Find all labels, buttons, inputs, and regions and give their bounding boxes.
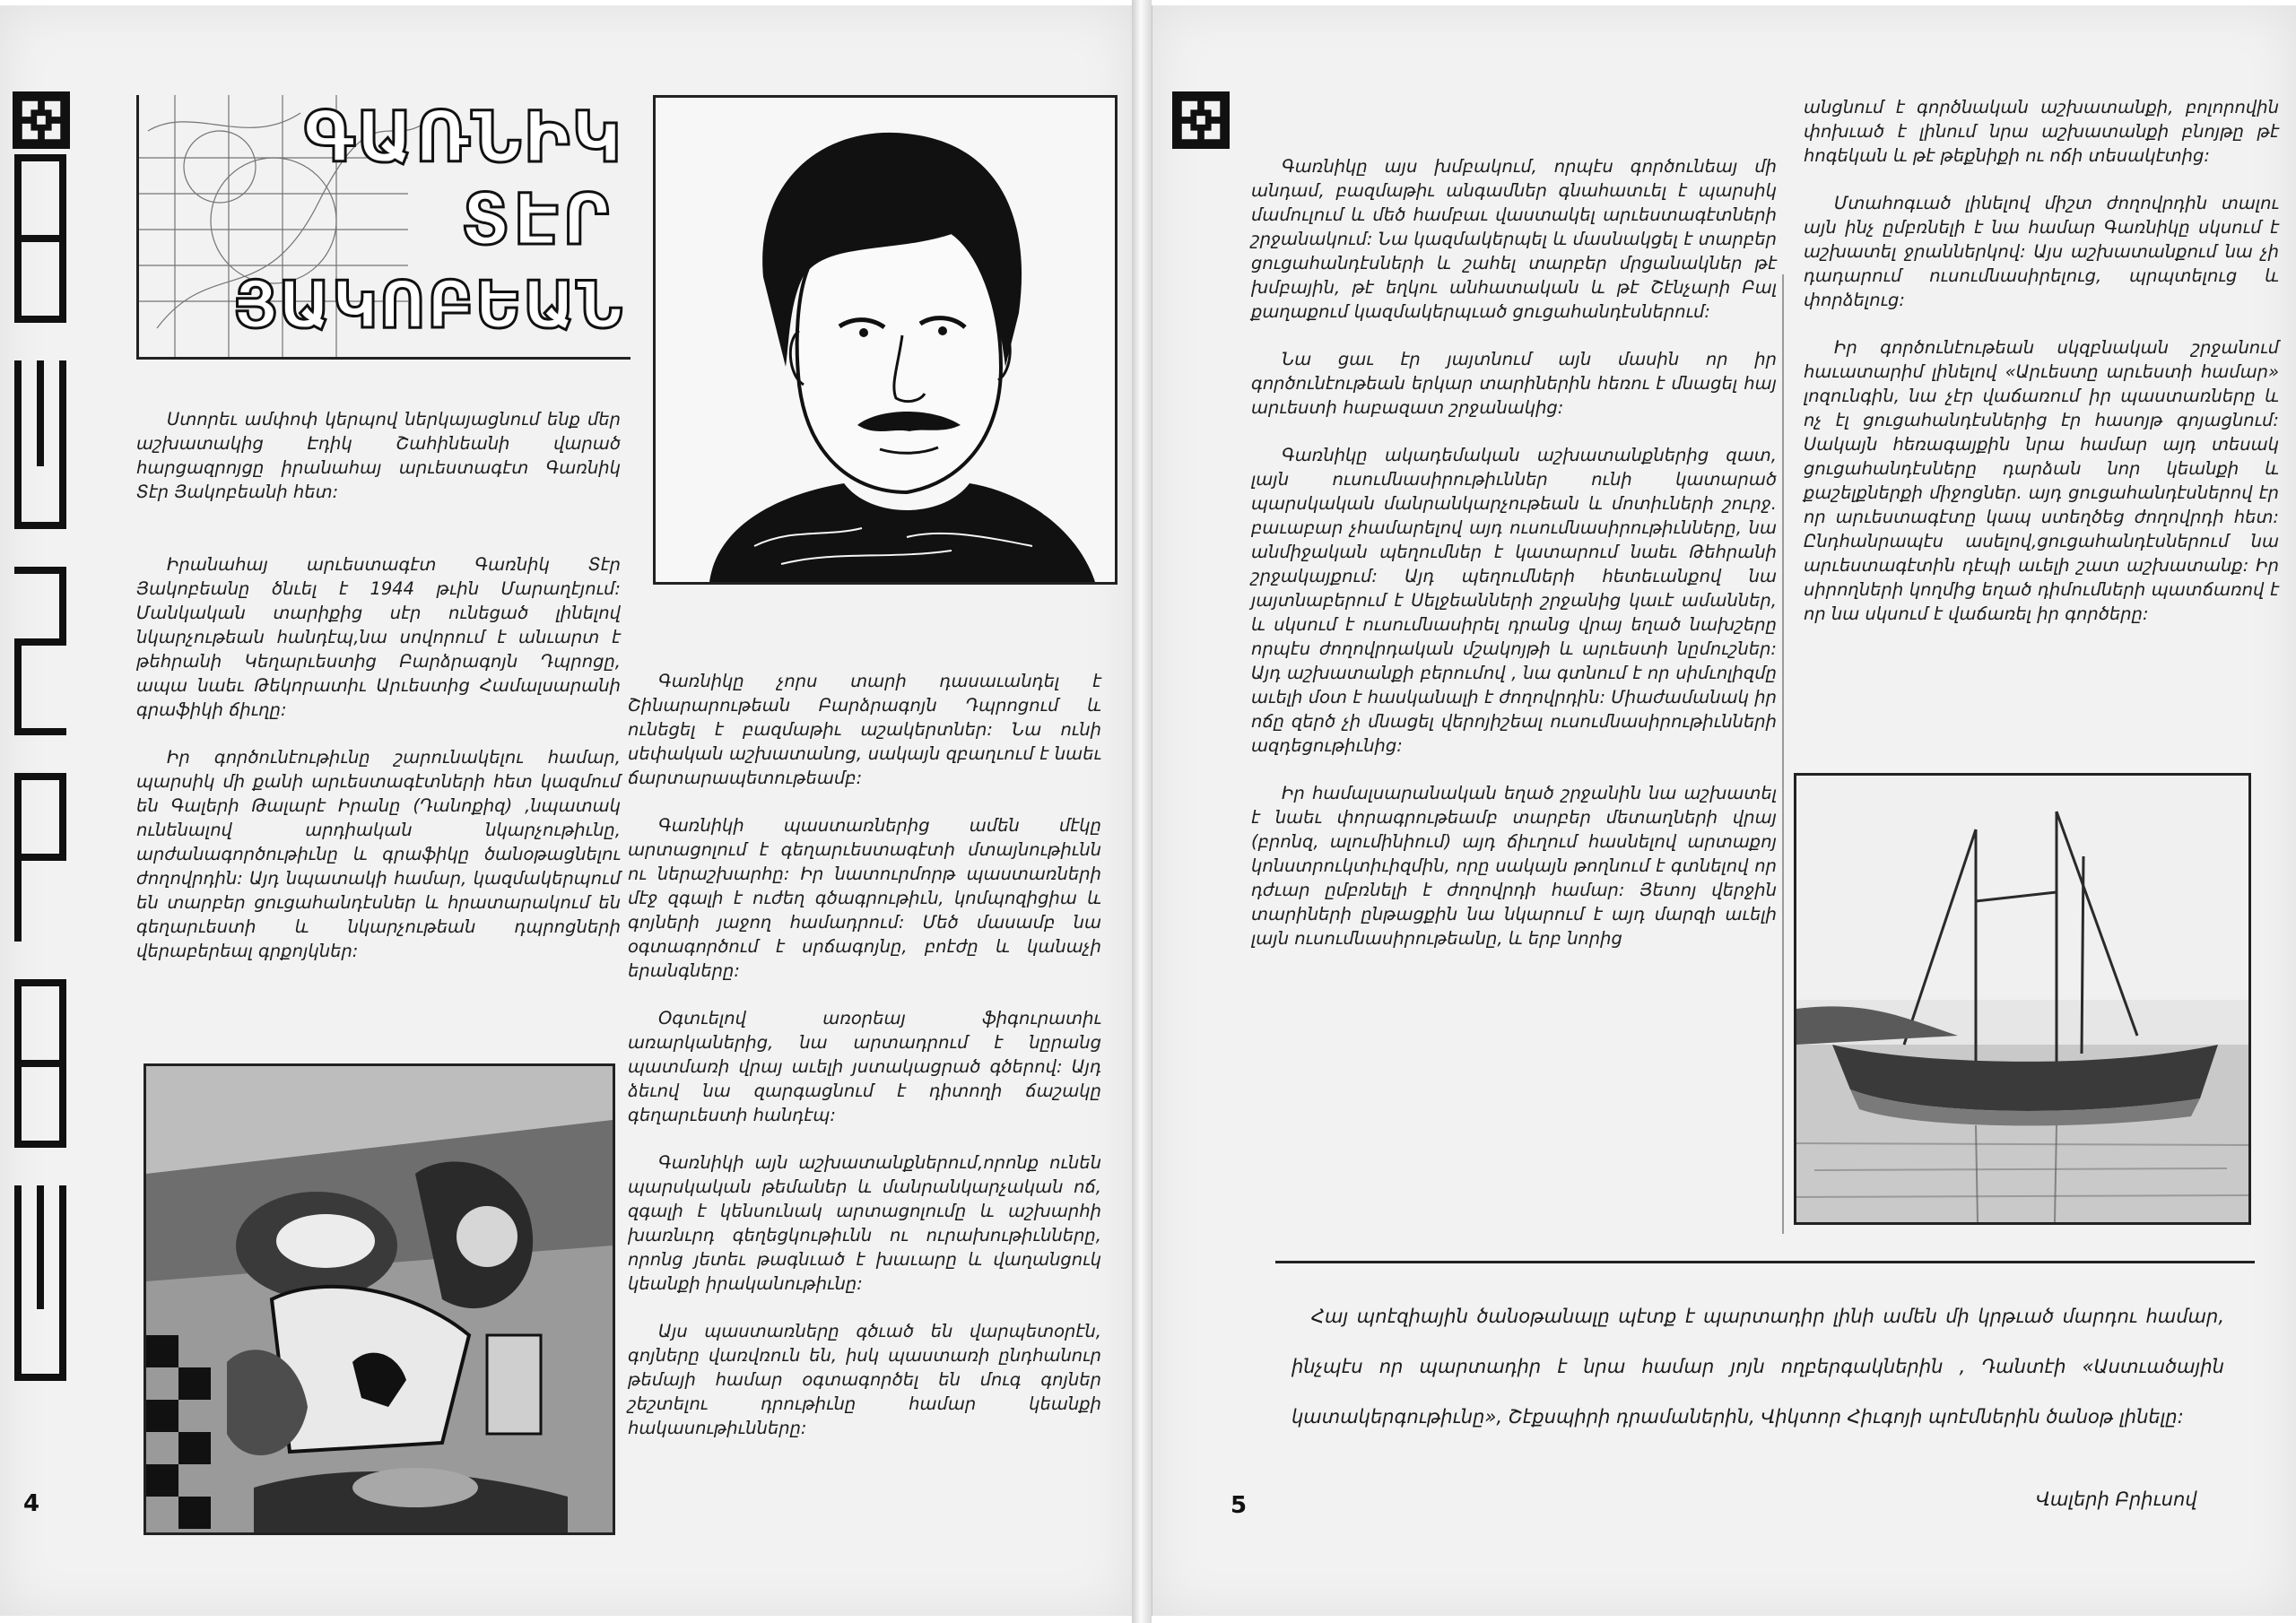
paragraph: Գառնիկի պաստառներից ամեն մէկը արտացոլում է գեղարւեստագէտի մտայնութիւնն ու ներաշխարհը: Իր նատուրմորթ պաստառների մէջ զգալի է ուժեղ գծագրութիւն, կոմպոզիցիա և գոյների յաջող համադրում: Մեծ մասամբ նա օգտագործում է սրճագոյնը, բոէժը և կանաչի երանգները: bbox=[628, 815, 1101, 981]
intro-paragraph: Ստորեւ ամփոփ կերպով ներկայացնում ենք մեր աշխատակից Էդիկ Շահինեանի վարած հարցազրոյցը իրանահայ արւեստագէտ Գառնիկ Տէր Յակոբեանի հետ: bbox=[136, 409, 621, 502]
spine-gutter bbox=[1132, 0, 1152, 1623]
paragraph: Գառնիկը ակադեմական աշխատանքներից զատ, լայն ուսումնասիրութիւններ ունի կատարած պարսկական մանրանկարչութեան և մոտիւների շուրջ. բաւաբար չհամարելով այդ ուսումնասիրութիւնները, նա անմիջական պեղումներ է կատարում նաեւ Թեհրանի շրջակայքում: Այդ պեղումների հետեւանքով նա յայտնաբերում է Սելջեանների շրջանից կաւէ ամաններ, և սկսում է ուսումնասիրել դրանց վրայ եղած նախշերը որպէս ժողովրդական մշակոյթի և արւեստի նըմուշներ: Այդ աշխատանքի բերումով , նա գտնում է որ սիմւոլիզմը աւելի մօտ է հասկանալի է ժողովրդին: Միաժամանակ իր ոճը զերծ չի մնացել վերոյիշեալ ուսումնասիրութիւնների ազդեցութիւնից: bbox=[1251, 445, 1777, 756]
page-number-right: 5 bbox=[1231, 1492, 1248, 1519]
paragraph: Նա ցաւ էր յայտնում այն մասին որ իր գործունէութեան երկար տարիներին հեռու է մնացել հայ արւեստի հաբազատ շրջանակից: bbox=[1251, 349, 1777, 418]
paragraph: Իրանահայ արւեստագէտ Գառնիկ Տէր Յակոբեանը ծնւել է 1944 թւին Մարաղէյում: Մանկական տարիքից սէր ունեցած լինելով նկարչութեան հանդէպ,նա սովորում է անւարտ է թեհրանի Կեղարւեստից Բարձրագոյն Դպրոցը, ապա նաեւ Թեկորատիւ Արւեստից Համալսարանի գրաֆիկի ճիւղը: bbox=[136, 554, 621, 720]
quote-text: Հայ պոէզիային ծանօթանալը պէտք է պարտադիր լինի ամեն մի կրթւած մարդու համար, ինչպէս որ պարտադիր է նրա համար յոյն ողբերգակներին , Դանտէի «Աստւածային կատակերգութիւնը», Շէքսպիրի դրամաներին, Վիկտոր Հիւգոյի պոէմներին ծանօթ լինելը: bbox=[1292, 1306, 2224, 1428]
quote-block bbox=[1292, 1291, 2224, 1442]
article-title-line-1: ԳԱՌՆԻԿ bbox=[303, 98, 623, 178]
paragraph: Մտահոգւած լինելով միշտ ժողովրդին տալու այն ինչ ըմբռնելի է նա համար Գառնիկը սկսում է աշխատել ջրաններկով: Այս աշխատանքում նա չի դադարում ուսումնասիրելուց, պրպտելուց և փորձելուց: bbox=[1804, 193, 2279, 310]
paragraph: Իր համալսարանական եղած շրջանին նա աշխատել է նաեւ փորագրութեամբ տարբեր մետաղների վրայ (բրոնզ, ալումինիում) այդ ճիւղում հասնելով արտաքոյ կոնստրուկտիւիզմին, որը սակայն թողնում է գտնելով որ դժւար ըմբռնելի է ժողովրդի համար: Յետոյ վերջին տարիների ընթացքին նա նկարում է այդ մարզի աւելի լայն ուսումնասիրութեանը, և երբ նորից bbox=[1251, 783, 1777, 949]
article-title-line-3: ՅԱԿՈԲԵԱՆ bbox=[232, 267, 623, 343]
left-column-2 bbox=[628, 669, 1101, 1463]
article-title-line-2: ՏԷՐ bbox=[461, 180, 613, 261]
right-column-2 bbox=[1804, 95, 2279, 649]
still-life-painting bbox=[144, 1063, 615, 1535]
paragraph: Այս պաստառները գծւած են վարպետօրէն, գոյները վառվռուն են, իսկ պաստառի ընդհանուր թեմայի համար օգտագործել են մուգ գոյներ շեշտելու դրութիւնը համար կեանքի հակասութիւնները: bbox=[628, 1321, 1101, 1438]
magazine-logo-icon bbox=[1172, 91, 1230, 149]
right-column-1 bbox=[1251, 154, 1777, 974]
left-column-1 bbox=[136, 552, 621, 986]
paragraph: Գառնիկը չորս տարի դասաւանդել է Շինարարութեան Բարձրագոյն Դպրոցում և ունեցել է բազմաթիւ աշակերտներ: Նա ունի սեփական աշխատանոց, սակայն զբաղւում է նաեւ ճարտարապետութեամբ: bbox=[628, 671, 1101, 788]
article-title-block bbox=[136, 95, 631, 360]
quote-top-rule bbox=[1275, 1261, 2255, 1263]
sailboat-photo bbox=[1794, 773, 2251, 1225]
paragraph: Իր գործունէութիւնը շարունակելու համար, պարսիկ մի քանի արւեստագէտների հետ կազմում են Գալերի Թալարէ Իրանը (Դանոքիզ) ,նպատակ ունենալով արդիական նկարչութիւնը, արժանագործութիւնը և գրաֆիկը ծանօթացնելու ժողովրդին: Այդ նպատակի համար, կազմակերպում են տարբեր ցուցահանդէսներ և հրատարակում են գեղարւեստի և նկարչութեան դպրոցների վերաբերեալ գրքոյկներ: bbox=[136, 747, 621, 961]
column-divider bbox=[1782, 274, 1784, 1234]
section-title-vertical bbox=[9, 140, 72, 1404]
paragraph: Գառնիկի այն աշխատանքներում,որոնք ունեն պարսկական թեմաներ և մանրանկարչական ոճ, զգալի է կենսունակ արտացոլումը և աշխարհի խառնւրդ գեղեցկութիւնն ու ուրախութիւնները, որոնց յետեւ թագնւած է խաւարը և վաղանցուկ կեանքի իրականութիւնը: bbox=[628, 1152, 1101, 1294]
page-number-left: 4 bbox=[23, 1490, 40, 1517]
portrait-signature: Ֆնդ Է. bbox=[1042, 503, 1088, 519]
paragraph: Գառնիկը այս խմբակում, որպէս գործունեայ մի անդամ, բազմաթիւ անգամներ գնահատւել է պարսիկ մամուլում և մեծ համբաւ վաստակել արւեստագէտների շրջանակում: Նա կազմակերպել և մասնակցել է տարբեր ցուցահանդէսների և շահել տարբեր մրցանակներ թէ խմբային, թէ եղկու անհատական և թէ Շէնչարի Բալ քաղաքում կազմակերպւած ցուցահանդէսներում: bbox=[1251, 156, 1777, 322]
paragraph: անցնում է գործնական աշխատանքի, բոլորովին փոխւած է լինում նրա աշխատանքի բնոյթը թէ հոգեկան և թէ թեքնիքի ու ոճի տեսակէտից: bbox=[1804, 97, 2279, 166]
paragraph: Օգտւելով առօրեայ ֆիգուրատիւ առարկաներից, նա արտադրում է նըրանց պատմառի վրայ աւելի յստակացրած գծերով: Այդ ձեւով նա զարգացնում է դիտողի ճաշակը գեղարւեստի հանդէպ: bbox=[628, 1008, 1101, 1125]
paragraph: Իր գործունէութեան սկզբնական շրջանում հաւատարիմ լինելով «Արւեստը արւեստի համար» լոզունգին, նա չէր վաճառում իր պաստառները և ոչ էլ ցուցահանդէսներից էր հասոյթ գոյացնում: Սակայն հեռագայքին նրա համար այդ տեսակ ցուցահանդէսները դարձան նոր կեանքի և քաշելքներքի միջոցներ. այդ ցուցահանդէսներով էր որ արւեստագէտը կապ ստեղծեց ժողովրդի հետ: Ընդհանրապէս ասելով,ցուցահանդէսներում նա արւեստագէտին դէպի աւելի շատ աշխատանք: Իր սիրողների կողմից եղած դիմումների պատճառով է որ նա սկսում է վաճառել իր գործերը: bbox=[1804, 337, 2279, 624]
left-page bbox=[0, 5, 1133, 1616]
quote-author: Վալերի Բրիւսով bbox=[2036, 1488, 2197, 1510]
portrait-drawing bbox=[653, 95, 1118, 585]
